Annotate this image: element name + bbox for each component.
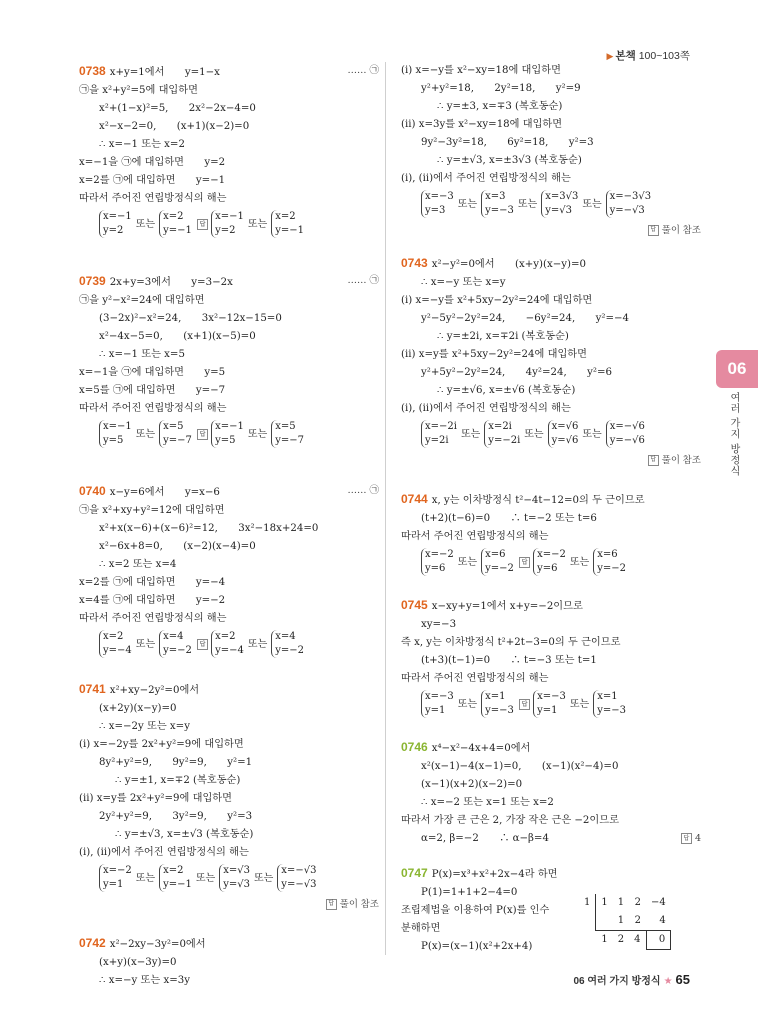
problem-0738: 0738 x+y=1에서 y=1−x …… ㉠ ㉠을 x²+y²=5에 대입하면 x²+(1−x)²=5, 2x²−2x−4=0 x²−x−2=0, (x+1)(x−2)=0 ∴ x=−1 또는 x=2 x=−1을 ㉠에 대입하면 y=2 x=2를 ㉠에 대입하면 y=−1 따라서 주어진 연립방정식의 해는 x=−1 y=2또는x=2 y=−1 답x=−1 y=2또는x=2 y=−1	[79, 62, 379, 242]
chapter-tab-label: 여러 가지 방정식	[728, 392, 739, 477]
problem-0745: 0745 x−xy+y=1에서 x+y=−2이므로 xy=−3 즉 x, y는 이차방정식 t²+2t−3=0의 두 근이므로 (t+3)(t−1)=0 ∴ t=−3 또는 t=1 따라서 주어진 연립방정식의 해는 x=−3 y=1또는x=1 y=−3 답x=−3 y=1또는x=1 y=−3	[401, 596, 701, 722]
problem-number: 0746	[401, 740, 428, 754]
problem-0743: 0743 x²−y²=0에서 (x+y)(x−y)=0 ∴ x=−y 또는 x=y (i) x=−y를 x²+5xy−2y²=24에 대입하면 y²−5y²−2y²=24, −6y²=24, y²=−4 ∴ y=±2i, x=∓2i (복호동순) (ii) x=y를 x²+5xy−2y²=24에 대입하면 y²+5y²−2y²=24, 4y²=24, y²=6 ∴ y=±√6, x=±√6 (복호동순) (i), (ii)에서 주어진 연립방정식의 해는 x=−2i y=2i또는x=2i y=−2i또는x=√6 y=√6또는x=−√6 y=−√6 답 풀이 참조	[401, 254, 701, 470]
problem-0742-cont: (i) x=−y를 x²−xy=18에 대입하면 y²+y²=18, 2y²=18, y²=9 ∴ y=±3, x=∓3 (복호동순) (ii) x=3y를 x²−xy=18에 대입하면 9y²−3y²=18, 6y²=18, y²=3 ∴ y=±√3, x=±3√3 (복호동순) (i), (ii)에서 주어진 연립방정식의 해는 x=−3 y=3또는x=3 y=−3또는x=3√3 y=√3또는x=−3√3 y=−√3 답 풀이 참조	[401, 62, 701, 240]
answer-icon: 답	[648, 225, 659, 236]
answer-icon: 답	[197, 639, 208, 650]
problem-number: 0743	[401, 256, 428, 270]
problem-number: 0738	[79, 64, 106, 78]
answer-icon: 답	[519, 699, 530, 710]
answer-ref: 답 풀이 참조	[401, 222, 701, 240]
left-column	[79, 62, 379, 996]
page-footer: 06 여러 가지 방정식 ★ 65	[573, 972, 690, 987]
problem-0740: 0740 x−y=6에서 y=x−6 …… ㉠ ㉠을 x²+xy+y²=12에 대입하면 x²+x(x−6)+(x−6)²=12, 3x²−18x+24=0 x²−6x+8=0, (x−2)(x−4)=0 ∴ x=2 또는 x=4 x=2를 ㉠에 대입하면 y=−4 x=4를 ㉠에 대입하면 y=−2 따라서 주어진 연립방정식의 해는 x=2 y=−4또는x=4 y=−2 답x=2 y=−4또는x=4 y=−2	[79, 482, 379, 662]
answer-ref: 답 4	[681, 830, 701, 848]
answer-icon: 답	[648, 455, 659, 466]
solution-systems: x=−1 y=5또는x=5 y=−7 답x=−1 y=5또는x=5 y=−7	[79, 418, 379, 452]
problem-number: 0739	[79, 274, 106, 288]
solution-systems: x=−3 y=3또는x=3 y=−3또는x=3√3 y=√3또는x=−3√3 y=−√3	[401, 188, 701, 222]
answer-ref: 답 풀이 참조	[79, 896, 379, 914]
star-icon: ★	[663, 976, 673, 987]
answer-icon: 답	[681, 833, 692, 844]
problem-0739: 0739 2x+y=3에서 y=3−2x …… ㉠ ㉠을 y²−x²=24에 대입하면 (3−2x)²−x²=24, 3x²−12x−15=0 x²−4x−5=0, (x+1)(x−5)=0 ∴ x=−1 또는 x=5 x=−1을 ㉠에 대입하면 y=5 x=5를 ㉠에 대입하면 y=−7 따라서 주어진 연립방정식의 해는 x=−1 y=5또는x=5 y=−7 답x=−1 y=5또는x=5 y=−7	[79, 272, 379, 452]
answer-icon: 답	[519, 557, 530, 568]
right-column	[401, 62, 701, 962]
column-divider	[385, 62, 386, 955]
solution-systems: x=−2i y=2i또는x=2i y=−2i또는x=√6 y=√6또는x=−√6 y=−√6	[401, 418, 701, 452]
problem-0744: 0744 x, y는 이차방정식 t²−4t−12=0의 두 근이므로 (t+2)(t−6)=0 ∴ t=−2 또는 t=6 따라서 주어진 연립방정식의 해는 x=−2 y=6또는x=6 y=−2 답x=−2 y=6또는x=6 y=−2	[401, 490, 701, 580]
problem-number: 0741	[79, 682, 106, 696]
solution-systems: x=−1 y=2또는x=2 y=−1 답x=−1 y=2또는x=2 y=−1	[79, 208, 379, 242]
answer-icon: 답	[326, 899, 337, 910]
problem-0741: 0741 x²+xy−2y²=0에서 (x+2y)(x−y)=0 ∴ x=−2y 또는 x=y (i) x=−2y를 2x²+y²=9에 대입하면 8y²+y²=9, 9y²=9, y²=1 ∴ y=±1, x=∓2 (복호동순) (ii) x=y를 2x²+y²=9에 대입하면 2y²+y²=9, 3y²=9, y²=3 ∴ y=±√3, x=±√3 (복호동순) (i), (ii)에서 주어진 연립방정식의 해는 x=−2 y=1또는x=2 y=−1또는x=√3 y=√3또는x=−√3 y=−√3 답 풀이 참조	[79, 680, 379, 914]
solution-systems: x=−3 y=1또는x=1 y=−3 답x=−3 y=1또는x=1 y=−3	[401, 688, 701, 722]
solution-systems: x=−2 y=1또는x=2 y=−1또는x=√3 y=√3또는x=−√3 y=−√3	[79, 862, 379, 896]
answer-icon: 답	[197, 219, 208, 230]
page-reference: ▶ 본책 100~103쪽	[606, 50, 690, 62]
problem-0747: 0747 P(x)=x³+x²+2x−4라 하면 P(1)=1+1+2−4=0 조립제법을 이용하여 P(x)를 인수 분해하면 P(x)=(x−1)(x²+2x+4) 1 1 1 2 −4 1 2 4 1 2 4 0	[401, 864, 701, 956]
problem-number: 0742	[79, 936, 106, 950]
problem-number: 0744	[401, 492, 428, 506]
chapter-tab: 06	[716, 350, 758, 388]
solution-systems: x=2 y=−4또는x=4 y=−2 답x=2 y=−4또는x=4 y=−2	[79, 628, 379, 662]
problem-number: 0747	[401, 866, 428, 880]
answer-icon: 답	[197, 429, 208, 440]
problem-0742: 0742 x²−2xy−3y²=0에서 (x+y)(x−3y)=0 ∴ x=−y 또는 x=3y	[79, 936, 206, 986]
problem-number: 0740	[79, 484, 106, 498]
answer-ref: 답 풀이 참조	[401, 452, 701, 470]
problem-0746: 0746 x⁴−x²−4x+4=0에서 x²(x−1)−4(x−1)=0, (x−1)(x²−4)=0 (x−1)(x+2)(x−2)=0 ∴ x=−2 또는 x=1 또는 x=2 따라서 가장 큰 근은 2, 가장 작은 근은 −2이므로 α=2, β=−2 ∴ α−β=4 답 4	[401, 738, 701, 848]
synthetic-division-table: 1 1 1 2 −4 1 2 4 1 2 4 0	[579, 894, 671, 950]
solution-systems: x=−2 y=6또는x=6 y=−2 답x=−2 y=6또는x=6 y=−2	[401, 546, 701, 580]
problem-number: 0745	[401, 598, 428, 612]
